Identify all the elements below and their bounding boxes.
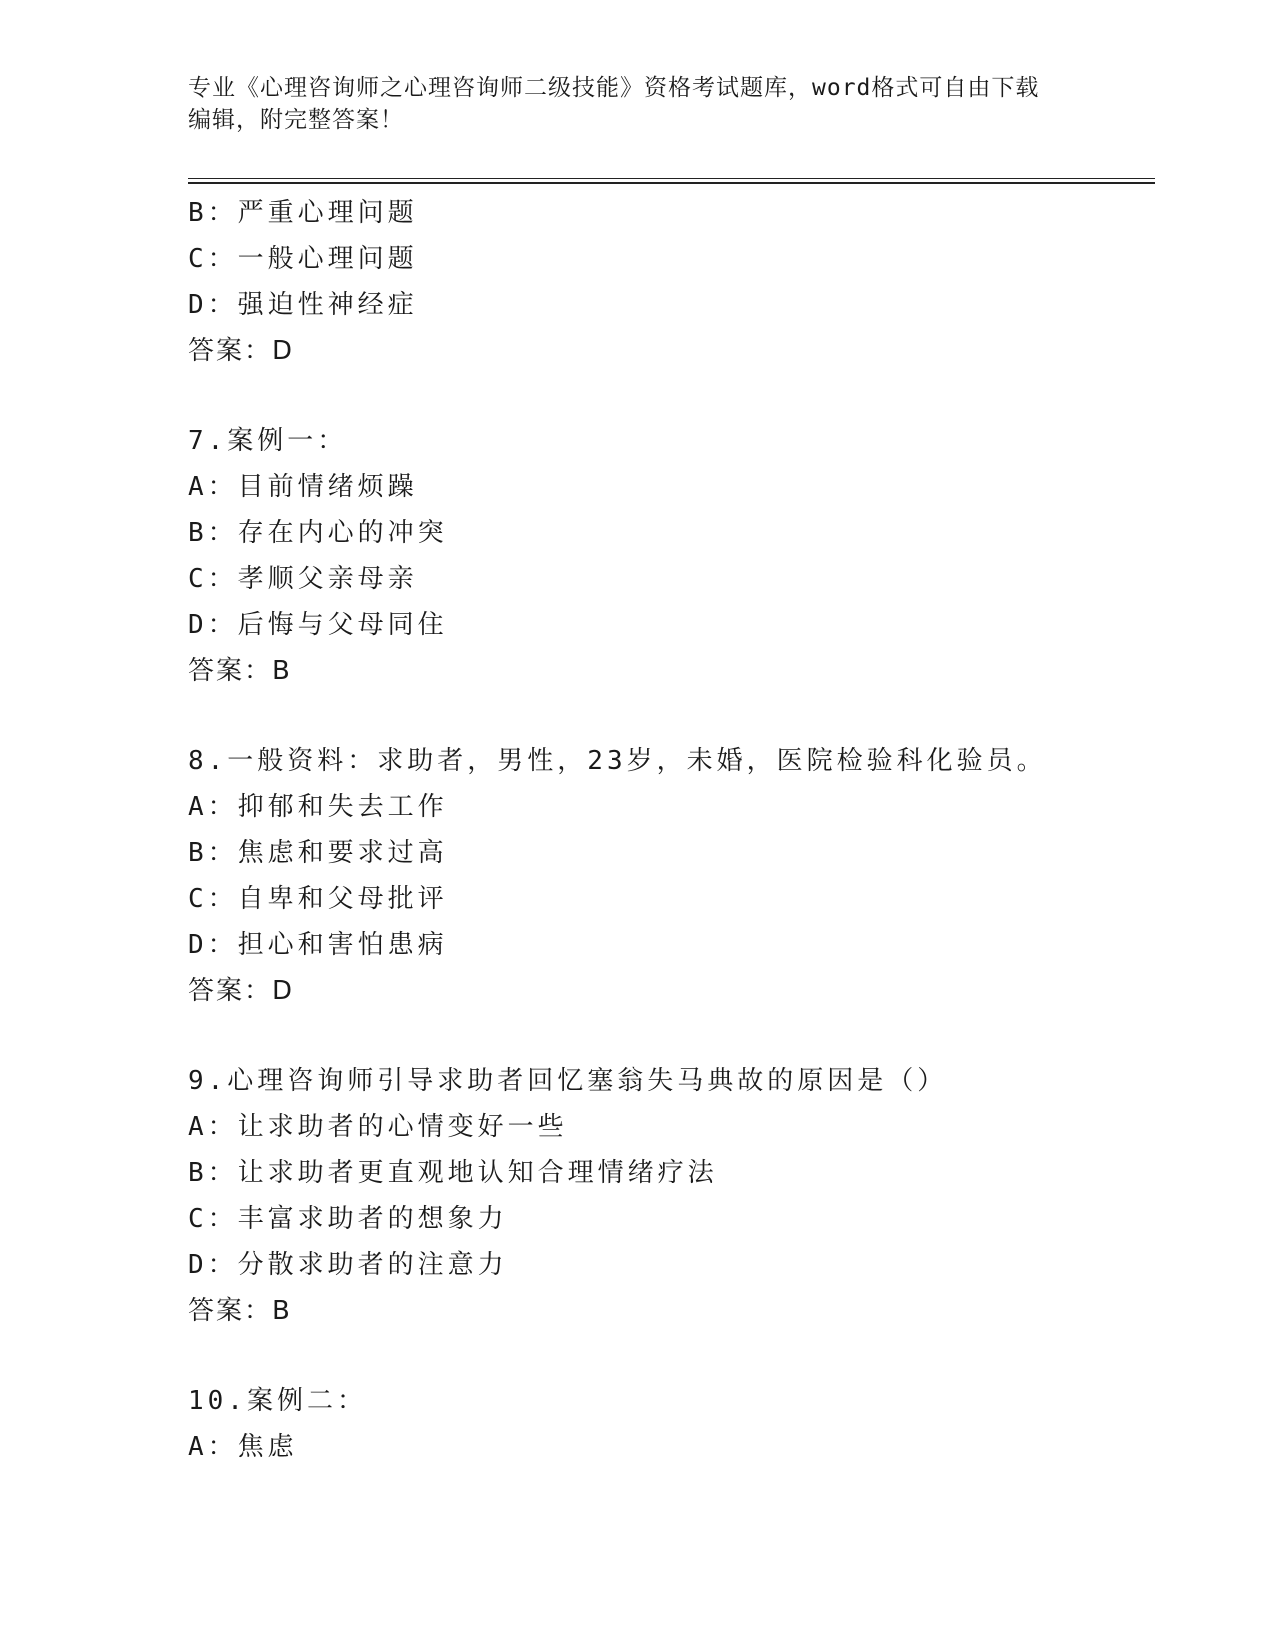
question-stem: 9.心理咨询师引导求助者回忆塞翁失马典故的原因是（）	[188, 1066, 948, 1096]
answer-line: 答案：B	[188, 1296, 292, 1326]
option-c: C：丰富求助者的想象力	[188, 1204, 508, 1234]
option-a: A：让求助者的心情变好一些	[188, 1112, 568, 1142]
option-d: D：强迫性神经症	[188, 290, 418, 320]
header-rule-thin	[188, 178, 1155, 179]
option-a: A：目前情绪烦躁	[188, 472, 418, 502]
answer-line: 答案：B	[188, 656, 292, 686]
question-block-7	[188, 418, 1148, 694]
option-b: B：让求助者更直观地认知合理情绪疗法	[188, 1158, 718, 1188]
question-block-8	[188, 738, 1148, 1014]
option-c: C：自卑和父母批评	[188, 884, 448, 914]
document-header	[188, 72, 1088, 136]
answer-line: 答案：D	[188, 336, 295, 366]
question-stem: 7.案例一：	[188, 426, 348, 456]
question-block-9	[188, 1058, 1148, 1334]
option-b: B：焦虑和要求过高	[188, 838, 448, 868]
option-a: A：焦虑	[188, 1432, 298, 1462]
option-d: D：担心和害怕患病	[188, 930, 448, 960]
option-c: C：孝顺父亲母亲	[188, 564, 418, 594]
question-list	[188, 190, 1148, 1470]
option-d: D：分散求助者的注意力	[188, 1250, 508, 1280]
question-stem: 8.一般资料：求助者，男性，23岁，未婚，医院检验科化验员。	[188, 746, 1047, 776]
header-line-2: 编辑，附完整答案！	[188, 107, 404, 133]
header-line-1: 专业《心理咨询师之心理咨询师二级技能》资格考试题库，word格式可自由下载	[188, 75, 1040, 101]
question-stem: 10.案例二：	[188, 1386, 367, 1416]
option-a: A：抑郁和失去工作	[188, 792, 448, 822]
option-b: B：存在内心的冲突	[188, 518, 448, 548]
answer-line: 答案：D	[188, 976, 295, 1006]
question-block-6	[188, 190, 1148, 374]
option-c: C：一般心理问题	[188, 244, 418, 274]
option-b: B：严重心理问题	[188, 198, 418, 228]
question-block-10	[188, 1378, 1148, 1470]
header-rule-thick	[188, 182, 1155, 184]
option-d: D：后悔与父母同住	[188, 610, 448, 640]
